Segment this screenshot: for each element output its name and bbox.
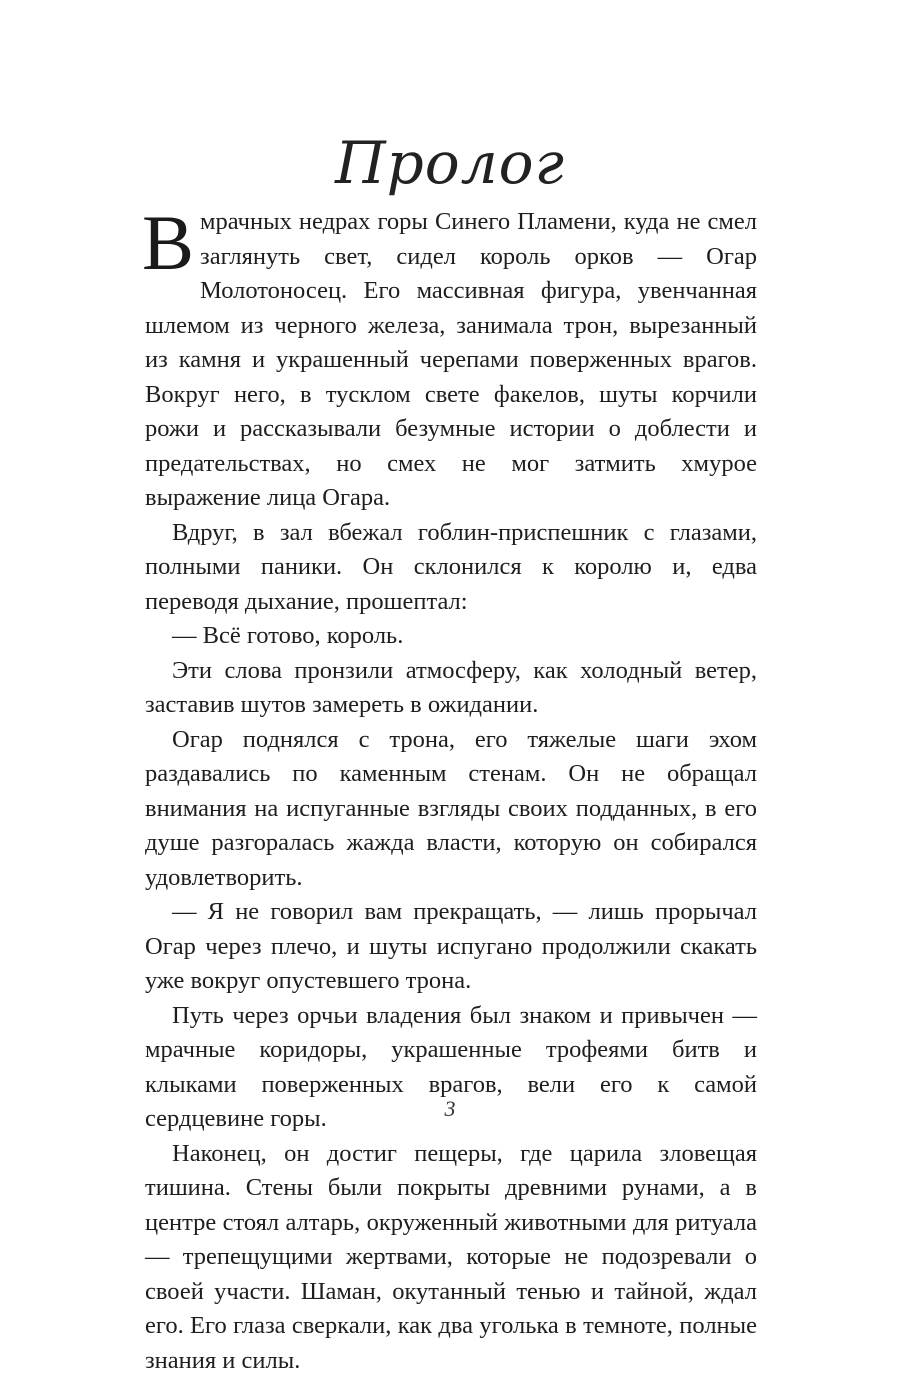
drop-cap: В — [142, 211, 194, 275]
paragraph-1-text: мрачных недрах горы Синего Пламени, куда не смел заглянуть свет, сидел король орков — Огар Молотоносец. Его массивная фигура, увенчанная шлемом из черного железа, занимала трон, вырезанный из камня и украшенный черепами поверженных врагов. Вокруг него, в тусклом свете факелов, шуты корчили рожи и рассказывали безумные истории о доблести и предательствах, но смех не мог затмить хмурое выражение лица Огара. — [145, 208, 757, 511]
paragraph-6: — Я не говорил вам прекращать, — лишь прорычал Огар через плечо, и шуты испугано продолжили скакать уже вокруг опустевшего трона. — [145, 895, 757, 999]
paragraph-4: Эти слова пронзили атмосферу, как холодный ветер, заставив шутов замереть в ожидании. — [145, 654, 757, 723]
paragraph-1 — [145, 205, 757, 516]
chapter-title: Пролог — [0, 128, 900, 198]
paragraph-5: Огар поднялся с трона, его тяжелые шаги эхом раздавались по каменным стенам. Он не обращал внимания на испуганные взгляды своих подданных, в его душе разгоралась жажда власти, которую он собирался удовлетворить. — [145, 723, 757, 896]
paragraph-8: Наконец, он достиг пещеры, где царила зловещая тишина. Стены были покрыты древними рунами, а в центре стоял алтарь, окруженный животными для ритуала — трепещущими жертвами, которые не подозревали о своей участи. Шаман, окутанный тенью и тайной, ждал его. Его глаза сверкали, как два уголька в темноте, полные знания и силы. — [145, 1137, 757, 1378]
paragraph-7: Путь через орчьи владения был знаком и привычен — мрачные коридоры, украшенные трофеями битв и клыками поверженных врагов, вели его к самой сердцевине горы. — [145, 999, 757, 1137]
paragraph-3: — Всё готово, король. — [145, 619, 757, 654]
paragraph-2: Вдруг, в зал вбежал гоблин-приспешник с глазами, полными паники. Он склонился к королю и, едва переводя дыхание, прошептал: — [145, 516, 757, 620]
text-block — [145, 205, 757, 1378]
page-number: 3 — [0, 1096, 900, 1122]
